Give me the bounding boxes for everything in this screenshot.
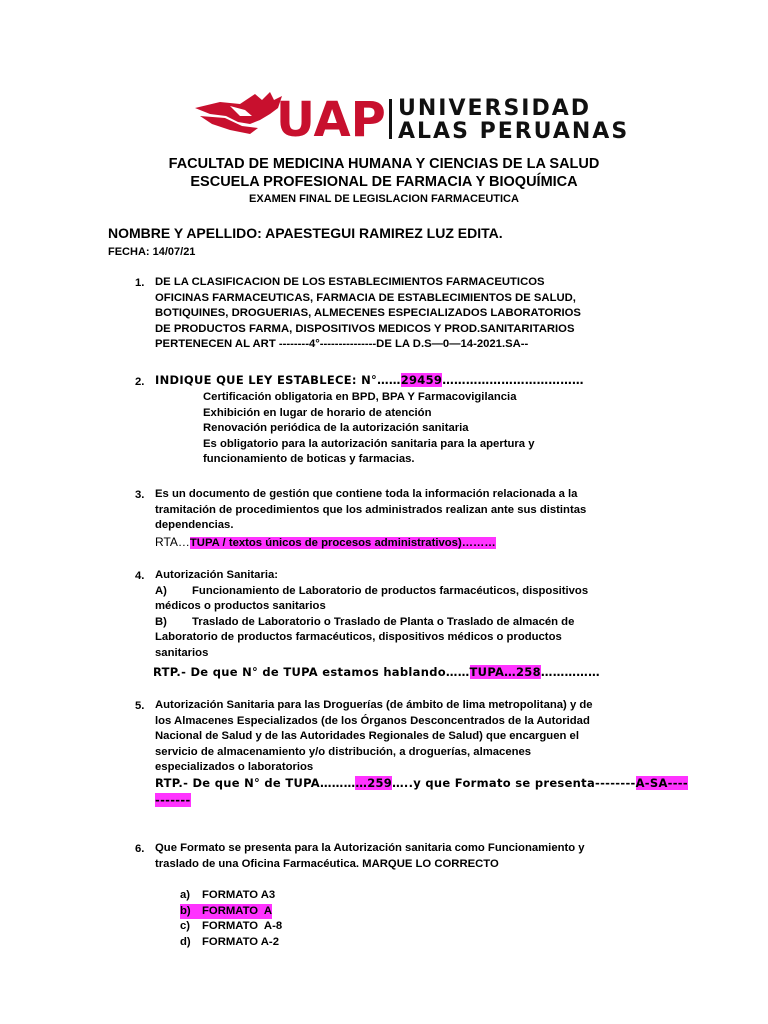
question-2-items — [203, 390, 534, 468]
q5-rtp-prefix: RTP.- De que N° de TUPA……… — [155, 776, 356, 790]
option-text: FORMATO A3 — [202, 889, 276, 901]
exam-date: FECHA: 14/07/21 — [108, 246, 196, 258]
q5-line: los Almacenes Especializados (de los Órganos Desconcentrados de la Autoridad — [155, 714, 590, 727]
question-2-prompt — [155, 373, 584, 389]
q3-line: Es un documento de gestión que contiene toda la información relacionada a la — [155, 488, 578, 500]
q1-line: DE PRODUCTOS FARMA, DISPOSITIVOS MEDICOS Y PROD.SANITARITARIOS — [155, 322, 575, 335]
q2-item: Certificación obligatoria en BPD, BPA Y Farmacovigilancia — [203, 391, 517, 403]
logo-text: UAP — [276, 92, 386, 146]
option-a — [180, 888, 282, 904]
q3-line: dependencias. — [155, 519, 234, 531]
q4-line: sanitarios — [155, 646, 209, 659]
q4-rtp-prefix: RTP.- De que N° de TUPA estamos hablando…… — [153, 665, 470, 679]
option-letter: d) — [180, 935, 191, 948]
question-4-text — [155, 568, 588, 661]
question-5-answer — [155, 776, 688, 792]
q5-format-highlight: A-SA---- — [635, 776, 688, 790]
q1-line: BOTIQUINES, DROGUERIAS, ALMECENES ESPECIALIZADOS LABORATORIOS — [155, 307, 581, 319]
student-name: NOMBRE Y APELLIDO: APAESTEGUI RAMIREZ LUZ EDITA. — [108, 225, 503, 241]
q4-line: Laboratorio de productos farmacéuticos, dispositivos médicos o productos — [155, 631, 562, 643]
faculty-title: FACULTAD DE MEDICINA HUMANA Y CIENCIAS DE LA SALUD — [168, 156, 600, 172]
q2-prefix: INDIQUE QUE LEY ESTABLECE: N°…… — [155, 373, 401, 387]
q1-line: DE LA CLASIFICACION DE LOS ESTABLECIMIENTOS FARMACEUTICOS — [155, 276, 545, 288]
option-text: FORMATO A-2 — [202, 935, 279, 948]
q2-item: Renovación periódica de la autorización sanitaria — [203, 422, 469, 434]
q2-suffix: ……………………………… — [442, 373, 584, 387]
question-4-number: 4. — [135, 570, 145, 582]
question-3-text — [155, 487, 586, 534]
exam-title: EXAMEN FINAL DE LEGISLACION FARMACEUTICA — [249, 193, 519, 205]
condor-emblem-icon — [190, 86, 390, 146]
q2-item: funcionamiento de boticas y farmacias. — [203, 453, 415, 465]
university-name-line2: ALAS PERUANAS — [398, 119, 630, 144]
q3-rta-label: RTA… — [155, 535, 190, 549]
option-b-selected — [180, 904, 282, 920]
option-letter: c) — [180, 920, 191, 932]
q2-item: Es obligatorio para la autorización sanitaria para la apertura y — [203, 437, 535, 450]
question-5-number: 5. — [135, 700, 145, 712]
q1-line: OFICINAS FARMACEUTICAS, FARMACIA DE ESTABLECIMIENTOS DE SALUD, — [155, 291, 576, 304]
question-1-text — [155, 275, 581, 353]
question-3-answer — [155, 535, 496, 552]
question-6-number: 6. — [135, 843, 145, 855]
question-5-answer-cont — [155, 793, 191, 809]
question-6-options — [180, 888, 282, 950]
school-title: ESCUELA PROFESIONAL DE FARMACIA Y BIOQUÍMICA — [190, 174, 578, 190]
q5-rtp-mid: …..y que Formato se presenta-------- — [392, 776, 636, 790]
q5-line: servicio de almacenamiento y/o distribución, a droguerías, almacenes — [155, 745, 532, 758]
q4-line: A) Funcionamiento de Laboratorio de productos farmacéuticos, dispositivos — [155, 584, 589, 597]
question-1-number: 1. — [135, 277, 145, 289]
question-5-text — [155, 698, 593, 776]
question-4-answer — [153, 665, 600, 681]
q4-line: Autorización Sanitaria: — [155, 569, 279, 581]
option-c — [180, 919, 282, 935]
option-text: FORMATO A — [202, 904, 273, 917]
q5-line: Nacional de Salud y de las Autoridades Regionales de Salud) que encarguen el — [155, 730, 579, 742]
q5-answer-highlight: …259 — [355, 776, 393, 790]
q3-answer-highlight: TUPA / textos únicos de procesos administrativos)……… — [189, 537, 496, 549]
logo-divider — [389, 99, 392, 139]
university-name-line1: UNIVERSIDAD — [398, 96, 592, 121]
q3-line: tramitación de procedimientos que los administrados realizan ante sus distintas — [155, 503, 587, 516]
option-text: FORMATO A-8 — [202, 920, 283, 932]
option-letter: b) — [180, 904, 191, 917]
question-3-number: 3. — [135, 489, 145, 501]
q5-line: Autorización Sanitaria para las Droguerías (de ámbito de lima metropolitana) y de — [155, 699, 593, 711]
q4-answer-highlight: TUPA…258 — [469, 665, 541, 679]
q5-line: especializados o laboratorios — [155, 761, 314, 773]
option-d — [180, 935, 282, 951]
q2-answer-highlight: 29459 — [400, 373, 443, 387]
q4-line: B) Traslado de Laboratorio o Traslado de Planta o Traslado de almacén de — [155, 615, 575, 628]
q2-item: Exhibición en lugar de horario de atención — [203, 406, 432, 419]
q4-rtp-suffix: …………… — [540, 665, 600, 679]
q6-line: Que Formato se presenta para la Autorización sanitaria como Funcionamiento y — [155, 842, 585, 854]
q5-format-highlight-cont: ------- — [155, 793, 191, 807]
q6-line: traslado de una Oficina Farmacéutica. MARQUE LO CORRECTO — [155, 857, 499, 870]
question-6-text — [155, 841, 585, 872]
question-2-number: 2. — [135, 376, 145, 388]
q1-line: PERTENECEN AL ART --------4°---------------DE LA D.S—0—14-2021.SA-- — [155, 338, 529, 350]
q4-line: médicos o productos sanitarios — [155, 600, 326, 612]
option-letter: a) — [180, 889, 191, 901]
